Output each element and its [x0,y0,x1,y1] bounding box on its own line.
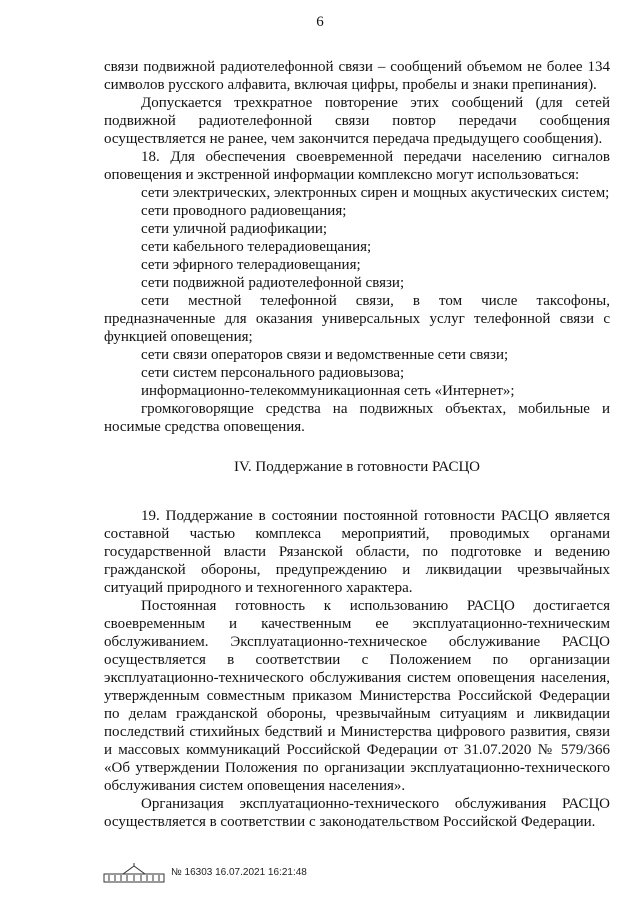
list-item: сети эфирного телерадиовещания; [141,257,361,273]
paragraph: Постоянная готовность к использованию РАСЦО достигается своевременным и качественным ее эксплуатационно-техническим обслуживанием. Эксплуатационно-техническое обслуживание РАСЦО осуществляется в соответствии с Положением по организации эксплуатационно-технического обслуживания систем оповещения населения, утвержденным совместным приказом Министерства Российской Федерации по делам гражданской обороны, чрезвычайным ситуациям и ликвидации последствий стихийных бедствий и Министерства цифрового развития, связи и массовых коммуникаций Российской Федерации от 31.07.2020 № 579/366 «Об утверждении Положения по организации эксплуатационно-технического обслуживания систем оповещения населения». [104,598,610,794]
registration-number: № 16303 16.07.2021 16:21:48 [171,867,307,878]
section-heading: IV. Поддержание в готовности РАСЦО [234,459,480,475]
list-item: сети местной телефонной связи, в том числе таксофоны, предназначенные для оказания универсальных услуг телефонной связи с функцией оповещения; [104,293,610,345]
list-item: сети кабельного телерадиовещания; [141,239,372,255]
list-item: громкоговорящие средства на подвижных объектах, мобильные и носимые средства оповещения. [104,401,610,435]
list-item: сети систем персонального радиовызова; [141,365,405,381]
list-item: сети электрических, электронных сирен и мощных акустических систем; [141,185,610,201]
paragraph: 19. Поддержание в состоянии постоянной готовности РАСЦО является составной частью комплекса мероприятий, проводимых органами государственной власти Рязанской области, по подготовке и ведению гражданской обороны, предупреждению и ликвидации чрезвычайных ситуаций природного и техногенного характера. [104,508,610,596]
list-item: информационно-телекоммуникационная сеть «Интернет»; [141,383,515,399]
list-item: сети подвижной радиотелефонной связи; [141,275,405,291]
paragraph: 18. Для обеспечения своевременной передачи населению сигналов оповещения и экстренной информации комплексно могут использоваться: [104,149,610,183]
list-item: сети уличной радиофикации; [141,221,328,237]
document-body [104,58,610,831]
paragraph: Допускается трехкратное повторение этих сообщений (для сетей подвижной радиотелефонной связи повтор передачи сообщения осуществляется не ранее, чем закончится передача предыдущего сообщения). [104,95,610,147]
government-building-stamp-icon [103,862,165,884]
list-item: сети связи операторов связи и ведомственные сети связи; [141,347,509,363]
registration-footer [103,862,403,882]
paragraph: связи подвижной радиотелефонной связи – сообщений объемом не более 134 символов русского алфавита, включая цифры, пробелы и знаки препинания). [104,59,610,93]
page-number: 6 [316,14,324,30]
list-item: сети проводного радиовещания; [141,203,347,219]
paragraph: Организация эксплуатационно-технического обслуживания РАСЦО осуществляется в соответствии с законодательством Российской Федерации. [104,796,610,830]
